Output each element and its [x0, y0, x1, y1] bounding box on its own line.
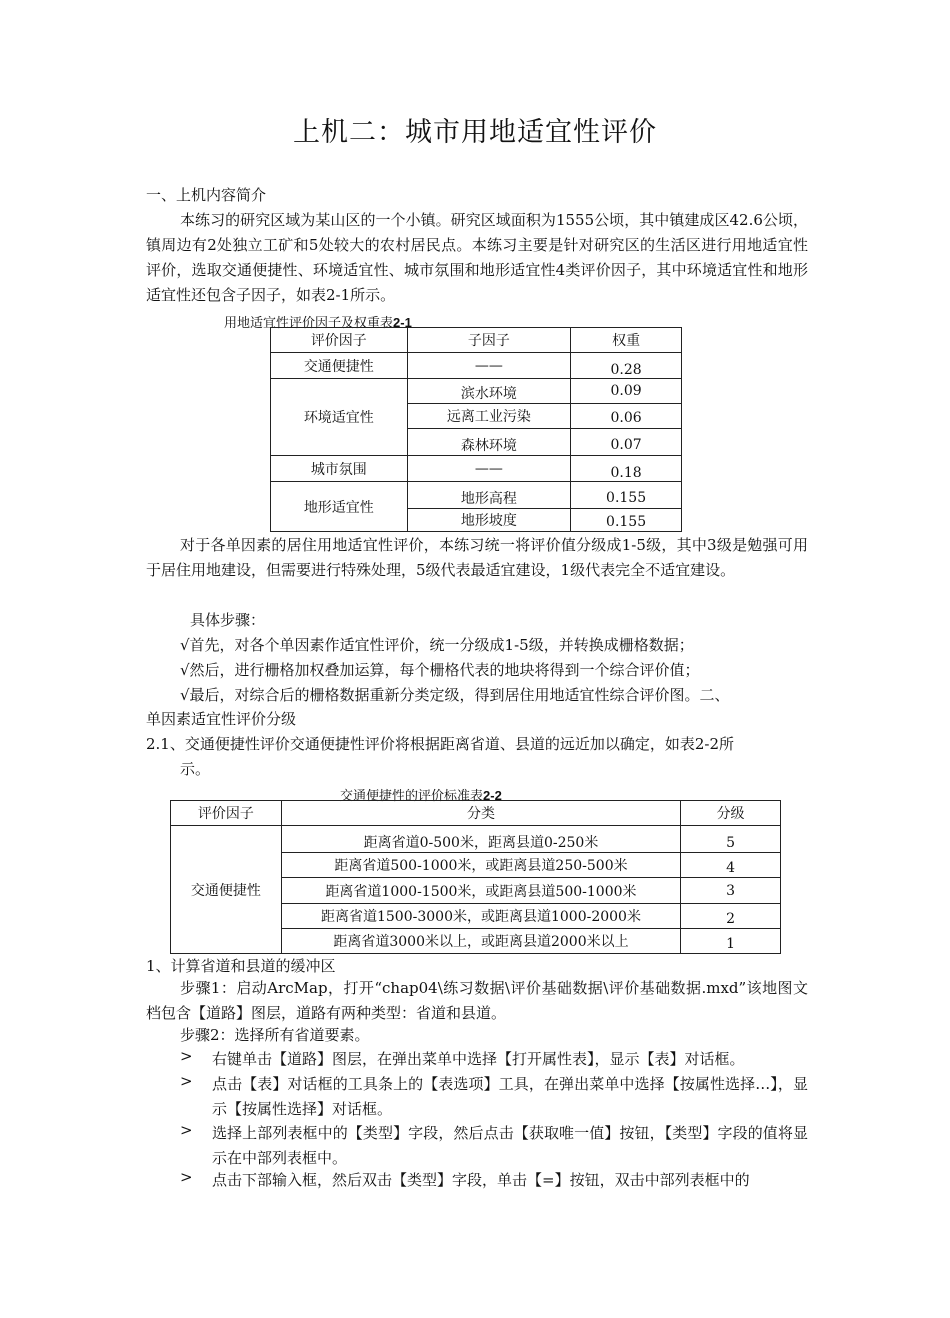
table2-header-class: 分类 — [281, 801, 680, 826]
table1-sub: 滨水环境 — [407, 379, 571, 404]
step-item: √然后，进行栅格加权叠加运算，每个栅格代表的地块将得到一个综合评价值； — [180, 661, 700, 679]
table2-caption-text: 交通便捷性的评价标准表 — [340, 789, 484, 804]
table1-header-factor: 评价因子 — [271, 328, 408, 353]
table1-header-weight: 权重 — [571, 328, 682, 353]
table1-factor-city: 城市氛围 — [271, 456, 408, 482]
bullet-text: 点击【表】对话框的工具条上的【表选项】工具，在弹出菜单中选择【按属性选择…】，显示【按属性选择】对话框。 — [212, 1075, 808, 1118]
table1-caption-number: 2-1 — [393, 315, 412, 330]
table2-grade: 2 — [681, 904, 781, 929]
table1-sub: 森林环境 — [407, 429, 571, 456]
steps-heading: 具体步骤： — [190, 611, 266, 629]
table1-weight: 0.07 — [571, 429, 682, 456]
grading-paragraph: 对于各单因素的居住用地适宜性评价，本练习统一将评价值分级成1-5级，其中3级是勉强可用于居住用地建设，但需要进行特殊处理，5级代表最适宜建设，1级代表完全不适宜建设。 — [146, 536, 808, 579]
step1-paragraph: 步骤1：启动ArcMap，打开“chap04\练习数据\评价基础数据\评价基础数据.mxd”该地图文档包含【道路】图层，道路有两种类型：省道和县道。 — [146, 979, 808, 1022]
sub21-text: 2.1、交通便捷性评价交通便捷性评价将根据距离省道、县道的远近加以确定，如表2-2所 — [146, 735, 735, 753]
table1-weight: 0.28 — [571, 353, 682, 379]
table1-factor-traffic: 交通便捷性 — [271, 353, 408, 379]
table1-sub: —— — [407, 353, 571, 379]
table2-class: 距离省道0-500米，距离县道0-250米 — [281, 826, 680, 853]
table1-factor-terrain: 地形适宜性 — [271, 482, 408, 532]
section1-heading: 一、上机内容简介 — [146, 186, 267, 204]
sub21-text-cont: 示。 — [180, 760, 211, 778]
table1-weight: 0.155 — [571, 482, 682, 509]
bullet-text: 选择上部列表框中的【类型】字段，然后点击【获取唯一值】按钮，【类型】字段的值将显示在中部列表框中。 — [212, 1124, 808, 1167]
table1-sub: 地形高程 — [407, 482, 571, 509]
step2-text: 步骤2：选择所有省道要素。 — [180, 1026, 370, 1044]
page-title: 上机二：城市用地适宜性评价 — [293, 117, 657, 148]
table2-header-grade: 分级 — [681, 801, 781, 826]
table1-sub: —— — [407, 456, 571, 482]
table1-weight: 0.09 — [571, 379, 682, 404]
bullet-marker: > — [180, 1047, 193, 1065]
table2-class: 距离省道1000-1500米，或距离县道500-1000米 — [281, 878, 680, 904]
table1-caption-text: 用地适宜性评价因子及权重表 — [224, 316, 394, 331]
table1-factor-environment: 环境适宜性 — [271, 379, 408, 456]
table1-weight: 0.155 — [571, 509, 682, 532]
bullet-text: 右键单击【道路】图层，在弹出菜单中选择【打开属性表】，显示【表】对话框。 — [212, 1050, 745, 1068]
buffer-heading: 1、计算省道和县道的缓冲区 — [146, 957, 336, 975]
table2-factor: 交通便捷性 — [171, 826, 282, 954]
table1-weight: 0.06 — [571, 404, 682, 429]
bullet-marker: > — [180, 1121, 193, 1139]
section2-heading: 单因素适宜性评价分级 — [146, 710, 297, 728]
bullet-marker: > — [180, 1168, 193, 1186]
table2-header-factor: 评价因子 — [171, 801, 282, 826]
bullet-marker: > — [180, 1072, 193, 1090]
table1-weight: 0.18 — [571, 456, 682, 482]
bullet-text: 点击下部输入框，然后双击【类型】字段，单击【=】按钮，双击中部列表框中的 — [212, 1171, 750, 1189]
weight-table — [270, 327, 682, 532]
table1-sub: 地形坡度 — [407, 509, 571, 532]
table2-caption-number: 2-2 — [483, 788, 502, 803]
step-item: √最后，对综合后的栅格数据重新分类定级，得到居住用地适宜性综合评价图。二、 — [180, 686, 730, 704]
table2-grade: 5 — [681, 826, 781, 853]
table2-class: 距离省道3000米以上，或距离县道2000米以上 — [281, 929, 680, 954]
intro-paragraph: 本练习的研究区域为某山区的一个小镇。研究区域面积为1555公顷，其中镇建成区42.6公顷，镇周边有2处独立工矿和5处较大的农村居民点。本练习主要是针对研究区的生活区进行用地适宜性评价，选取交通便捷性、环境适宜性、城市氛围和地形适宜性4类评价因子，其中环境适宜性和地形适宜性还包含子因子，如表2-1所示。 — [146, 211, 808, 304]
traffic-table — [170, 800, 781, 954]
step-item: √首先，对各个单因素作适宜性评价，统一分级成1-5级，并转换成栅格数据； — [180, 636, 694, 654]
table2-grade: 4 — [681, 853, 781, 878]
table1-sub: 远离工业污染 — [407, 404, 571, 429]
table2-grade: 1 — [681, 929, 781, 954]
table2-class: 距离省道1500-3000米，或距离县道1000-2000米 — [281, 904, 680, 929]
table2-class: 距离省道500-1000米，或距离县道250-500米 — [281, 853, 680, 878]
table2-grade: 3 — [681, 878, 781, 904]
table1-header-sub: 子因子 — [407, 328, 571, 353]
